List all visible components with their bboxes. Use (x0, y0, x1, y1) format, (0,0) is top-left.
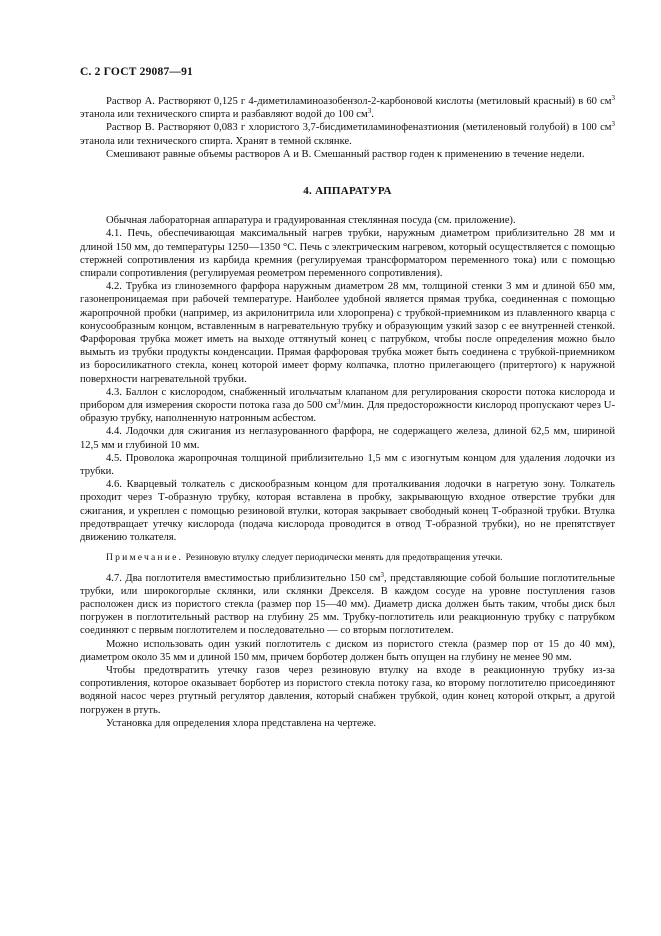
paragraph-solution-b: Раствор В. Растворяют 0,083 г хлористого 3,7-бисдиметиламинофеназтиония (метиленовый голубой) в 100 $см^3$ этанола или технического спирта. Хранят в темной склянке. (80, 120, 615, 147)
paragraph-4-7: 4.7. Два поглотителя вместимостью приблизительно 150 $см^3$, представляющие собой большие поглотительные трубки, или широкогорлые склянки, или склянки Дрекселя. В каждом сосуде на уровне поступления газов расположен диск из пористого стекла (размер пор 15—40 мм). Диаметр диска должен быть таким, чтобы диск был погружен в поглотительный раствор на глубину 25 мм. Трубку-поглотитель или реакционную трубку с патрубком соединяют с первым поглотителем и последовательно — со вторым поглотителем. (80, 570, 615, 637)
paragraph-solution-a: Раствор А. Растворяют 0,125 г 4-диметиламиноазобензол-2-карбоновой кислоты (метиловый красный) в 60 $см^3$ этанола или технического спирта и разбавляют водой до 100 $см^3$. (80, 94, 615, 121)
section-title: 4. АППАРАТУРА (303, 185, 392, 198)
paragraph-4-7-c: Чтобы предотвратить утечку газов через резиновую втулку на входе в реакционную трубку из-за сопротивления, которое оказывает борботер из пористого стекла потоку газа, ко второму поглотителю присоединяют водяной насос через ртутный регулятор давления, который снабжен трубкой, один конец которой открыт, а другой погружен в ртуть. (80, 664, 615, 716)
paragraph-mixing: Смешивают равные объемы растворов А и В. Смешанный раствор годен к применению в течение недели. (106, 148, 585, 160)
paragraph-intro: Обычная лабораторная аппаратура и градуированная стеклянная посуда (см. приложение). (106, 215, 516, 227)
paragraph-4-2: 4.2. Трубка из глиноземного фарфора наружным диаметром 28 мм, толщиной стенки 3 мм и длиной 650 мм, газонепроницаемая при рабочей температуре. Наиболее удобной является прямая трубка, соединенная с помощью жаропрочной пробки (например, из акрилонитрила или хлоропрена) с трубкой-приемником из плавленного кварца с конусообразным концом, вставленным в нагревательную трубку и образующим узкий зазор с ее внутренней стенкой. Фарфоровая трубка может иметь на выходе оттянутый конец с патрубком, чтобы после определения можно было вымыть из трубки продукты конденсации. Прямая фарфоровая трубка может быть соединена с трубкой-приемником из боросиликатного стекла, конец которой имеет форму колпачка, плотно прилегающего (притертого) к наружной поверхности нагревательной трубки. (80, 281, 615, 385)
paragraph-4-4: 4.4. Лодочки для сжигания из неглазурованного фарфора, не содержащего железа, длиной 62,5 мм, шириной 12,5 мм и глубиной 10 мм. (80, 426, 615, 451)
note-label: Примечание. (106, 552, 184, 564)
paragraph-4-7-d: Установка для определения хлора представлена на чертеже. (106, 717, 377, 729)
paragraph-4-3: 4.3. Баллон с кислородом, снабженный игольчатым клапаном для регулирования скорости потока кислорода и прибором для измерения скорости потока газа до 500 $см^3$/мин. Для предосторожности кислород пропускают через U-образую трубку, наполненную натронным асбестом. (80, 386, 615, 425)
note: Примечание. Резиновую втулку следует периодически менять для предотвращения утечки. (106, 552, 503, 564)
body-text (80, 95, 615, 730)
paragraph-4-7-b: Можно использовать один узкий поглотитель с диском из пористого стекла (размер пор от 15 до 40 мм), диаметром около 35 мм и длиной 150 мм, причем борботер должен быть опущен на глубину не менее 90 мм. (80, 638, 615, 663)
page-header: С. 2 ГОСТ 29087—91 (80, 66, 193, 78)
paragraph-4-1: 4.1. Печь, обеспечивающая максимальный нагрев трубки, наружным диаметром приблизительно 28 мм и длиной 150 мм, до температуры 1250—1350 °С. Печь с электрическим нагревом, который осуществляется с помощью стержней сопротивления из карбида кремния (регулируемая трансформатором переменного тока) или с помощью спирали сопротивления (регулируемая реометром переменного сопротивления). (80, 228, 615, 280)
paragraph-4-5: 4.5. Проволока жаропрочная толщиной приблизительно 1,5 мм с изогнутым концом для удаления лодочки из трубки. (80, 452, 615, 478)
paragraph-4-6: 4.6. Кварцевый толкатель с дискообразным концом для проталкивания лодочки в нагретую зону. Толкатель проходит через Т-образную трубку, которая вставлена в пробку, закрывающую входное отверстие трубки для сжигания, и укреплен с помощью резиновой втулки, которая закрывает свободный конец Т-образной трубки. Втулка предотвращает утечку кислорода (подача кислорода проводится в отвод Т-образной трубки), но не препятствует движению толкателя. (80, 479, 615, 544)
